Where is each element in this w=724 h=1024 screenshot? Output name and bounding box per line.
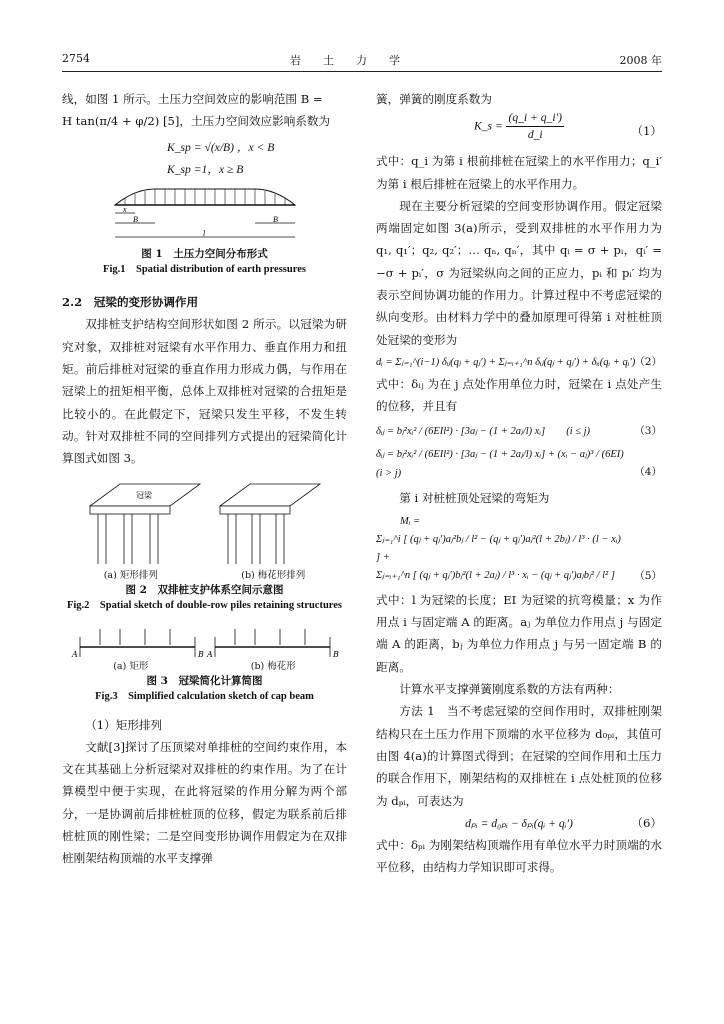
fig1-label-l: l (202, 229, 205, 239)
left-para-1b: H tan(π/4 + φ/2) [5]，土压力空间效应影响系数为 (62, 114, 331, 129)
fig2-sub-b: (b) 梅花形排列 (241, 569, 306, 581)
section-2-2-title: 2.2 冠梁的变形协调作用 (62, 295, 199, 310)
fig3-caption-en: Fig.3 Simplified calculation sketch of cap beam (95, 690, 314, 702)
fig3-sub-b: (b) 梅花形 (250, 660, 296, 672)
equation-2 (376, 351, 662, 373)
right-para-7: 计算水平支撑弹簧刚度系数的方法有两种： (399, 682, 620, 697)
right-para-2: 式中：q_i 为第 i 根前排桩在冠梁上的水平作用力；q_i′ 为第 i 根后排桩在冠梁上的水平作用力。 (376, 154, 662, 191)
fig1-caption-cn: 图 1 土压力空间分布形式 (141, 248, 268, 261)
fig1-label-b-right: B (272, 215, 278, 225)
eq4-number: （4） (634, 465, 662, 478)
right-para-9: 式中：δₚᵢ 为刚架结构顶端作用有单位水平力时顶端的水平位移，由结构力学知识即可求得。 (376, 837, 662, 875)
right-para-1: 簧，弹簧的刚度系数为 (376, 92, 492, 106)
eq2-body: dᵢ = Σⱼ₌₁^(i−1) δᵢⱼ(qⱼ + qⱼ′) + Σⱼ₌ᵢ₊₁^n δᵢⱼ(qⱼ + qⱼ′) + δᵢᵢ(qᵢ + qᵢ′) (376, 356, 636, 368)
equation-5 (376, 513, 662, 585)
figure-2-diagram (80, 476, 330, 568)
fig3a-label-A: A (71, 649, 78, 659)
eq3-number: （3） (634, 424, 662, 437)
eq6-number: （6） (631, 815, 662, 830)
fig3-caption-cn: 图 3 冠梁简化计算简图 (146, 674, 263, 687)
eq2-number: （2） (634, 355, 662, 368)
fig3-sub-a: (a) 矩形 (113, 660, 149, 672)
fig3b-label-A: A (206, 649, 213, 659)
fig1-caption-en: Fig.1 Spatial distribution of earth pressures (103, 264, 306, 276)
right-para-6: 式中：l 为冠梁的长度；EI 为冠梁的抗弯模量；x 为作用点 i 与固定端 A 的距离。aⱼ 为单位力作用点 j 与固定端 A 的距离，bⱼ 为单位力作用点 j 与另一固定端 B 的距离。 (376, 592, 662, 674)
journal-title: 岩 土 力 学 (290, 54, 400, 67)
eq1-denominator: d_i (527, 128, 543, 142)
left-para-3: 文献[3]探讨了压顶梁对单排桩的空间约束作用，本文在其基础上分析冠梁对双排桩的约束作用。为了在计算模型中便于实现，在此将冠梁的作用分解为两个部分，一是协调前后排桩桩顶的位移，假定为联系前后排桩桩顶的刚性梁；二是空间变形协调作用假定为在双排桩刚架结构顶端的水平支撑弹 (62, 739, 347, 866)
right-para-8: 方法 1 当不考虑冠梁的空间作用时，双排桩刚架结构只在土压力作用下顶端的水平位移为 d₀ₚᵢ，其值可由图 4(a)的计算图式得到；在冠梁的空间作用和土压力的联合作用下，刚架结构的双排桩在 i 点处桩顶的位移为 dₚᵢ，可表达为 (376, 704, 662, 808)
right-para-3: 现在主要分析冠梁的空间变形协调作用。假定冠梁两端固定如图 3(a)所示，受到双排桩的水平作用力为 q₁, q₁′；q₂, q₂′；… qₙ, qₙ′，其中 qᵢ = σ + pᵢ，qᵢ′ = −σ + pᵢ′，σ 为冠梁纵向之间的正应力，pᵢ 和 pᵢ′ 均为表示空间协调功能的作用力。计算过程中不考虑冠梁的纵向变形。由材料力学中的叠加原理可得第 i 对桩桩顶处冠梁的变形为 (376, 198, 662, 347)
eq1-number: （1） (631, 124, 662, 139)
right-para-5: 第 i 对桩桩顶处冠梁的弯矩为 (399, 490, 550, 505)
fig1-label-x: x (122, 205, 127, 215)
eq5-number: （5） (634, 569, 662, 582)
equation-4 (376, 445, 662, 483)
fig3b-label-B: B (332, 649, 339, 659)
issue-year: 2008 年 (619, 54, 662, 67)
eq5-line-1: Σⱼ₌₁^i [ (qⱼ + qⱼ′)aⱼ²bⱼ / l² − (qⱼ + qⱼ′)aⱼ²(l + 2bⱼ) / l³ · (l − xᵢ) ] + (376, 533, 621, 563)
eq5-lhs: Mᵢ = (400, 515, 421, 527)
equation-1 (376, 110, 662, 150)
eq1-lhs: K_s = (474, 119, 503, 133)
fig2-beam-label: 冠梁 (135, 490, 152, 500)
fig2-caption-en: Fig.2 Spatial sketch of double-row piles retaining structures (66, 599, 343, 611)
header-rule (62, 71, 662, 72)
eq1-numerator: (q_i + q_i′) (506, 110, 564, 127)
eq4-body: δᵢⱼ = bⱼ²xᵢ² / (6EIl²) · [3aⱼ − (1 + 2aⱼ/l) xᵢ] + (xᵢ − aⱼ)³ / (6EI) (i > j) (376, 448, 645, 479)
eq-ksp-1: K_sp = √(x/B) ，x < B (167, 140, 275, 154)
fig2-caption-cn: 图 2 双排桩支护体系空间示意图 (125, 583, 284, 596)
right-para-4: 式中：δᵢⱼ 为在 j 点处作用单位力时，冠梁在 i 点处产生的位移，并且有 (376, 376, 662, 414)
eq-ksp-2: K_sp =1，x ≥ B (167, 162, 244, 176)
equation-3 (376, 422, 662, 441)
figure-3-diagram (70, 619, 340, 659)
right-column (376, 88, 662, 878)
left-para-2: 双排桩支护结构空间形状如图 2 所示。以冠梁为研究对象，双排桩对冠梁有水平作用力、垂直作用力和扭矩。前后排桩对冠梁的垂直作用力形成力偶，与作用在冠梁上的扭矩相平衡，总体上双排桩对冠梁的合扭矩是比较小的。在此假定下，冠梁只发生平移，不发生转动。针对双排桩不同的空间排列方式提出的冠梁简化计算图式如图 3。 (62, 317, 347, 466)
subsection-1-title: （1）矩形排列 (85, 717, 163, 732)
left-column (62, 88, 347, 870)
fig2-sub-a: (a) 矩形排列 (103, 569, 158, 581)
eq5-line-2: Σⱼ₌ᵢ₊₁^n [ (qⱼ + qⱼ′)bⱼ²(l + 2aⱼ) / l³ · xᵢ − (qⱼ + qⱼ′)aⱼbⱼ² / l² ] (376, 569, 615, 581)
figure-1-diagram (95, 185, 315, 247)
page-number: 2754 (62, 52, 90, 65)
left-para-1: 线，如图 1 所示。土压力空间效应的影响范围 B = (62, 92, 323, 106)
equation-6 (376, 812, 662, 834)
eq3-body: δᵢⱼ = bⱼ²xᵢ² / (6EIl²) · [3aⱼ − (1 + 2aⱼ/l) xᵢ] (i ≤ j) (376, 425, 591, 437)
fig3a-label-B: B (197, 649, 204, 659)
eq6-body: dₚᵢ = d₀ₚᵢ − δₚᵢ(qᵢ + qᵢ′) (465, 816, 573, 830)
fig1-label-b-left: B (132, 215, 138, 225)
